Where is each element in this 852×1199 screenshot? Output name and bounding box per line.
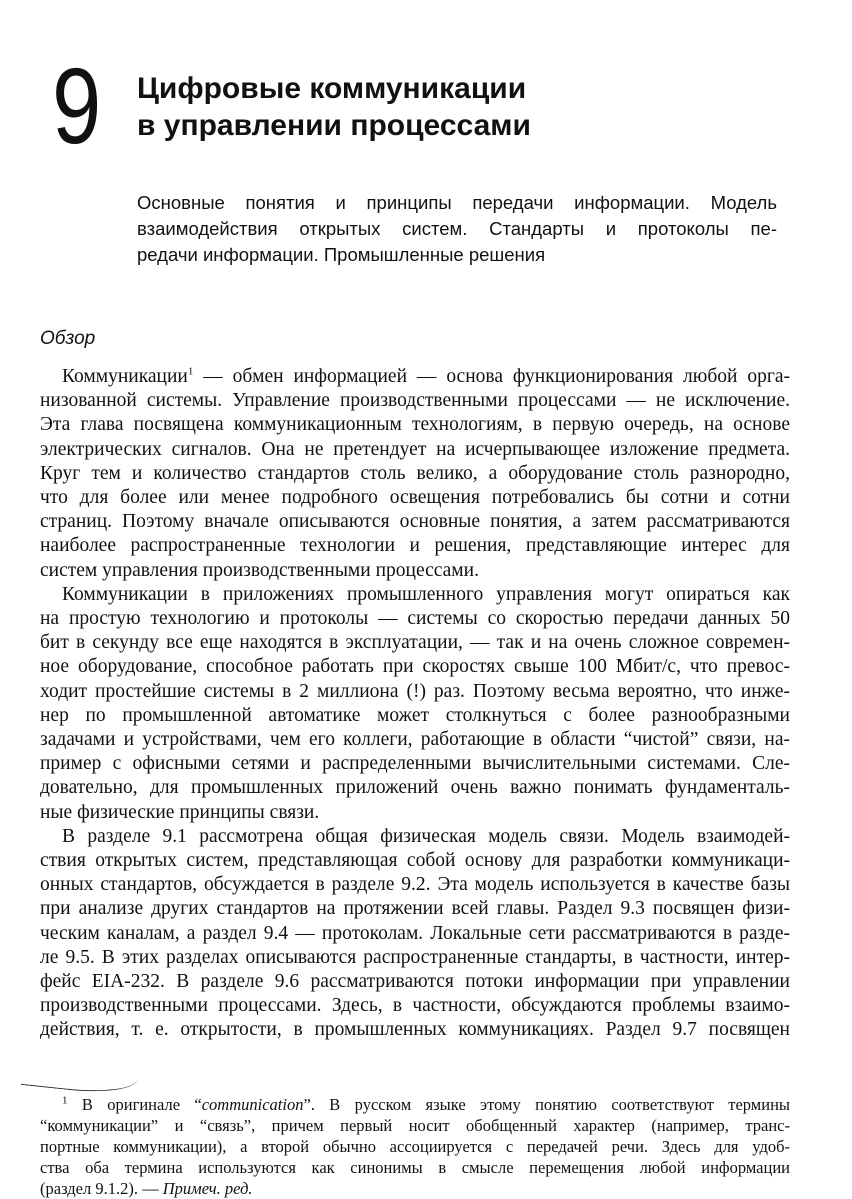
paragraph: [40, 825, 790, 1043]
text-line: [40, 365, 790, 389]
section-heading: Обзор: [40, 328, 96, 349]
text-line: низованной системы. Управление производственными процессами — не исключение.: [40, 390, 790, 412]
footnote-text: В оригинале “: [81, 1095, 202, 1114]
footnote-text: ”. В русском языке этому понятию соответствуют термины: [303, 1095, 790, 1114]
chapter-title-line: Цифровые коммуникации: [137, 72, 527, 105]
text-line: довательно, для промышленных приложений очень важно понимать фундаменталь-: [40, 777, 790, 799]
text-line: ческим каналам, а раздел 9.4 — протоколам. Локальные сети рассматриваются в разде-: [40, 922, 790, 944]
text-line: ное оборудование, способное работать при скоростях свыше 100 Мбит/с, что превос-: [40, 656, 790, 678]
text-line: Круг тем и количество стандартов столь велико, а оборудование столь разнородно,: [40, 462, 790, 484]
footnote-mark: 1: [62, 1094, 68, 1107]
text-line: ходит простейшие системы в 2 миллиона (!) раз. Поэтому весьма вероятно, что инже-: [40, 680, 790, 702]
footnote-line: портные коммуникации), а второй обычно ассоциируется с передачей речи. Здесь для удоб-: [40, 1137, 790, 1156]
chapter-title-line: в управлении процессами: [137, 109, 531, 142]
summary-line: Основные понятия и принципы передачи информации. Модель: [137, 192, 777, 213]
chapter-summary: [137, 190, 777, 268]
text-line: онных стандартов, обсуждается в разделе 9.2. Эта модель используется в качестве базы: [40, 874, 790, 896]
text-line: систем управления производственными процессами.: [40, 559, 479, 581]
footnote-editor-note: Примеч. ред.: [162, 1179, 253, 1198]
text-line: Коммуникации в приложениях промышленного управления могут опираться как: [62, 583, 790, 605]
text-line: страниц. Поэтому вначале описываются основные понятия, а затем рассматриваются: [40, 511, 790, 533]
text-line: при анализе других стандартов на протяжении всей главы. Раздел 9.3 посвящен физи-: [40, 898, 790, 920]
text-line: ные физические принципы связи.: [40, 801, 320, 823]
body-text: [40, 365, 790, 1043]
paragraph: [40, 583, 790, 825]
paragraph: [40, 365, 790, 583]
footnote: [40, 1094, 790, 1199]
text-line: наиболее распространенные технологии и решения, представляющие интерес для: [40, 535, 790, 557]
chapter-number: 9: [52, 45, 102, 166]
text-span: Коммуникации: [62, 366, 188, 387]
text-line: нер по промышленной автоматике может столкнуться с более разнообразными: [40, 704, 790, 726]
footnote-text: (раздел 9.1.2). —: [40, 1179, 163, 1198]
text-line: что для более или менее подробного освещения потребовались бы сотни и сотни: [40, 487, 790, 509]
text-line: действия, т. е. открытости, в промышленных коммуникациях. Раздел 9.7 посвящен: [40, 1019, 790, 1041]
text-line: В разделе 9.1 рассмотрена общая физическая модель связи. Модель взаимодей-: [62, 825, 790, 847]
text-line: бит в секунду все еще находятся в эксплуатации, — так и на очень сложное современ-: [40, 632, 790, 654]
summary-line: взаимодействия открытых систем. Стандарты и протоколы пе-: [137, 218, 777, 239]
text-line: на простую технологию и протоколы — системы со скоростью передачи данных 50: [40, 608, 790, 630]
text-line: ле 9.5. В этих разделах описываются распространенные стандарты, в частности, интер-: [40, 946, 790, 968]
text-line: производственными процессами. Здесь, в частности, обсуждаются проблемы взаимо-: [40, 995, 790, 1017]
footnote-rule: [21, 1056, 138, 1097]
text-line: фейс EIA-232. В разделе 9.6 рассматриваются потоки информации при управлении: [40, 971, 790, 993]
chapter-title: [137, 70, 531, 144]
text-line: задачами и устройствами, чем его коллеги, работающие в области “чистой” связи, на-: [40, 729, 790, 751]
text-line: пример с офисными сетями и распределенными вычислительными системами. Сле-: [40, 753, 790, 775]
text-line: Эта глава посвящена коммуникационным технологиям, в первую очередь, на основе: [40, 414, 790, 436]
summary-line: редачи информации. Промышленные решения: [137, 244, 546, 265]
text-line: электрических сигналов. Она не претендует на исчерпывающее изложение предмета.: [40, 438, 790, 460]
footnote-italic: communication: [201, 1095, 304, 1114]
footnote-line: “коммуникации” и “связь”, причем первый носит обобщенный характер (например, транс-: [40, 1116, 790, 1135]
footnote-line: ства оба термина используются как синонимы в смысле перемещения любой информации: [40, 1158, 790, 1177]
text-span: — обмен информацией — основа функционирования любой орга-: [203, 366, 790, 387]
text-line: ствия открытых систем, представляющая собой основу для разработки коммуникаци-: [40, 850, 790, 872]
footnote-ref: 1: [187, 365, 194, 378]
